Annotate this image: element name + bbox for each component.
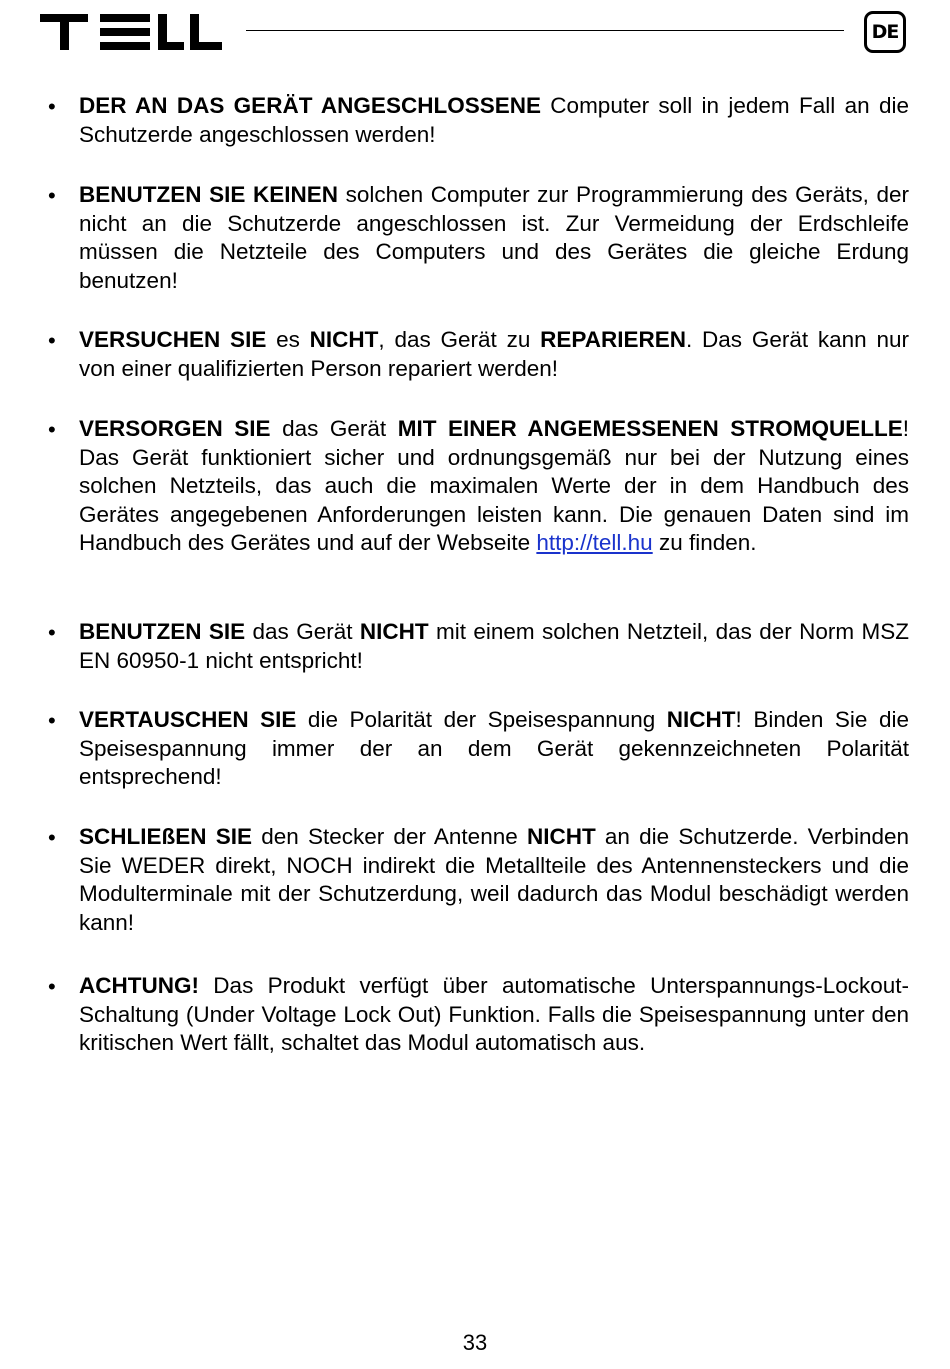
- list-item-text: [79, 706, 909, 792]
- body-text: zu finden.: [652, 530, 757, 556]
- website-link[interactable]: http://tell.hu: [536, 530, 653, 556]
- list-item-text: [79, 181, 909, 295]
- body-text: das Gerät: [245, 619, 360, 644]
- emphasis-text: VERTAUSCHEN SIE: [79, 707, 297, 732]
- body-text: solchen Computer zur Programmierung des Geräts, der nicht an die Schutzerde angeschlossen ist. Zur Vermeidung der Erdschleife müssen die Netzteile des Computers und des Gerätes die gleiche Erdung benutzen!: [79, 182, 909, 293]
- tell-logo: [40, 14, 222, 50]
- body-text: den Stecker der Antenne: [251, 824, 527, 849]
- body-text: Das Produkt verfügt über automatische Unterspannungs-Lockout-Schaltung (Under Voltage Lock Out) Funktion. Falls die Speisespannung unter den kritischen Wert fällt, schaltet das Modul automatisch aus.: [79, 973, 909, 1056]
- emphasis-text: NICHT: [309, 327, 379, 352]
- bullet-icon: •: [48, 974, 56, 999]
- emphasis-text: DER AN DAS GERÄT ANGESCHLOSSENE: [79, 93, 541, 118]
- emphasis-text: NICHT: [359, 619, 429, 644]
- list-item-text: [79, 326, 909, 383]
- bullet-icon: •: [48, 825, 56, 850]
- bullet-icon: •: [48, 620, 56, 645]
- list-item-text: [79, 415, 909, 558]
- body-text: an die Schutzerde. Verbinden Sie WEDER direkt, NOCH indirekt die Metallteile des Antennensteckers und die Modulterminale mit der Schutzerdung, weil dadurch das Modul beschädigt werden kann!: [79, 824, 909, 935]
- body-text: es: [266, 327, 310, 352]
- bullet-icon: •: [48, 94, 56, 119]
- body-text: . Das Gerät kann nur von einer qualifizierten Person repariert werden!: [79, 327, 909, 381]
- emphasis-text: VERSUCHEN SIE: [79, 327, 267, 352]
- emphasis-text: SCHLIEßEN SIE: [79, 824, 252, 849]
- emphasis-text: VERSORGEN SIE: [79, 416, 271, 441]
- emphasis-text: ACHTUNG!: [79, 973, 199, 998]
- emphasis-text: BENUTZEN SIE: [79, 619, 246, 644]
- language-badge: DE: [864, 11, 906, 53]
- page-header: [0, 0, 950, 70]
- bullet-icon: •: [48, 417, 56, 442]
- bullet-icon: •: [48, 183, 56, 208]
- body-text: mit einem solchen Netzteil, das der Norm MSZ EN 60950-1 nicht entspricht!: [79, 619, 910, 673]
- bullet-icon: •: [48, 708, 56, 733]
- emphasis-text: NICHT: [526, 824, 596, 849]
- body-text: die Polarität der Speisespannung: [296, 707, 667, 732]
- emphasis-text: REPARIEREN: [540, 327, 686, 352]
- body-text: , das Gerät zu: [378, 327, 541, 352]
- list-item-text: [79, 92, 909, 149]
- emphasis-text: NICHT: [666, 707, 736, 732]
- body-text: Computer soll in jedem Fall an die Schutzerde angeschlossen werden!: [79, 93, 909, 147]
- emphasis-text: BENUTZEN SIE KEINEN: [79, 182, 338, 207]
- list-item-text: [79, 972, 909, 1058]
- body-text: ! Binden Sie die Speisespannung immer der an dem Gerät gekennzeichneten Polarität entsprechend!: [79, 707, 909, 790]
- list-item-text: [79, 823, 909, 937]
- body-text: das Gerät: [270, 416, 398, 441]
- list-item-text: [79, 618, 909, 675]
- emphasis-text: MIT EINER ANGEMESSENEN STROMQUELLE: [397, 416, 903, 441]
- body-text: ! Das Gerät funktioniert sicher und ordnungsgemäß nur bei der Nutzung eines solchen Netzteils, das auch die maximalen Werte der in dem Handbuch des Gerätes angegebenen Anforderungen leisten kann. Die genauen Daten sind im Handbuch des Gerätes und auf der Webseite: [79, 416, 910, 556]
- header-rule: [246, 30, 844, 31]
- bullet-icon: •: [48, 328, 56, 353]
- page-number: 33: [462, 1330, 488, 1355]
